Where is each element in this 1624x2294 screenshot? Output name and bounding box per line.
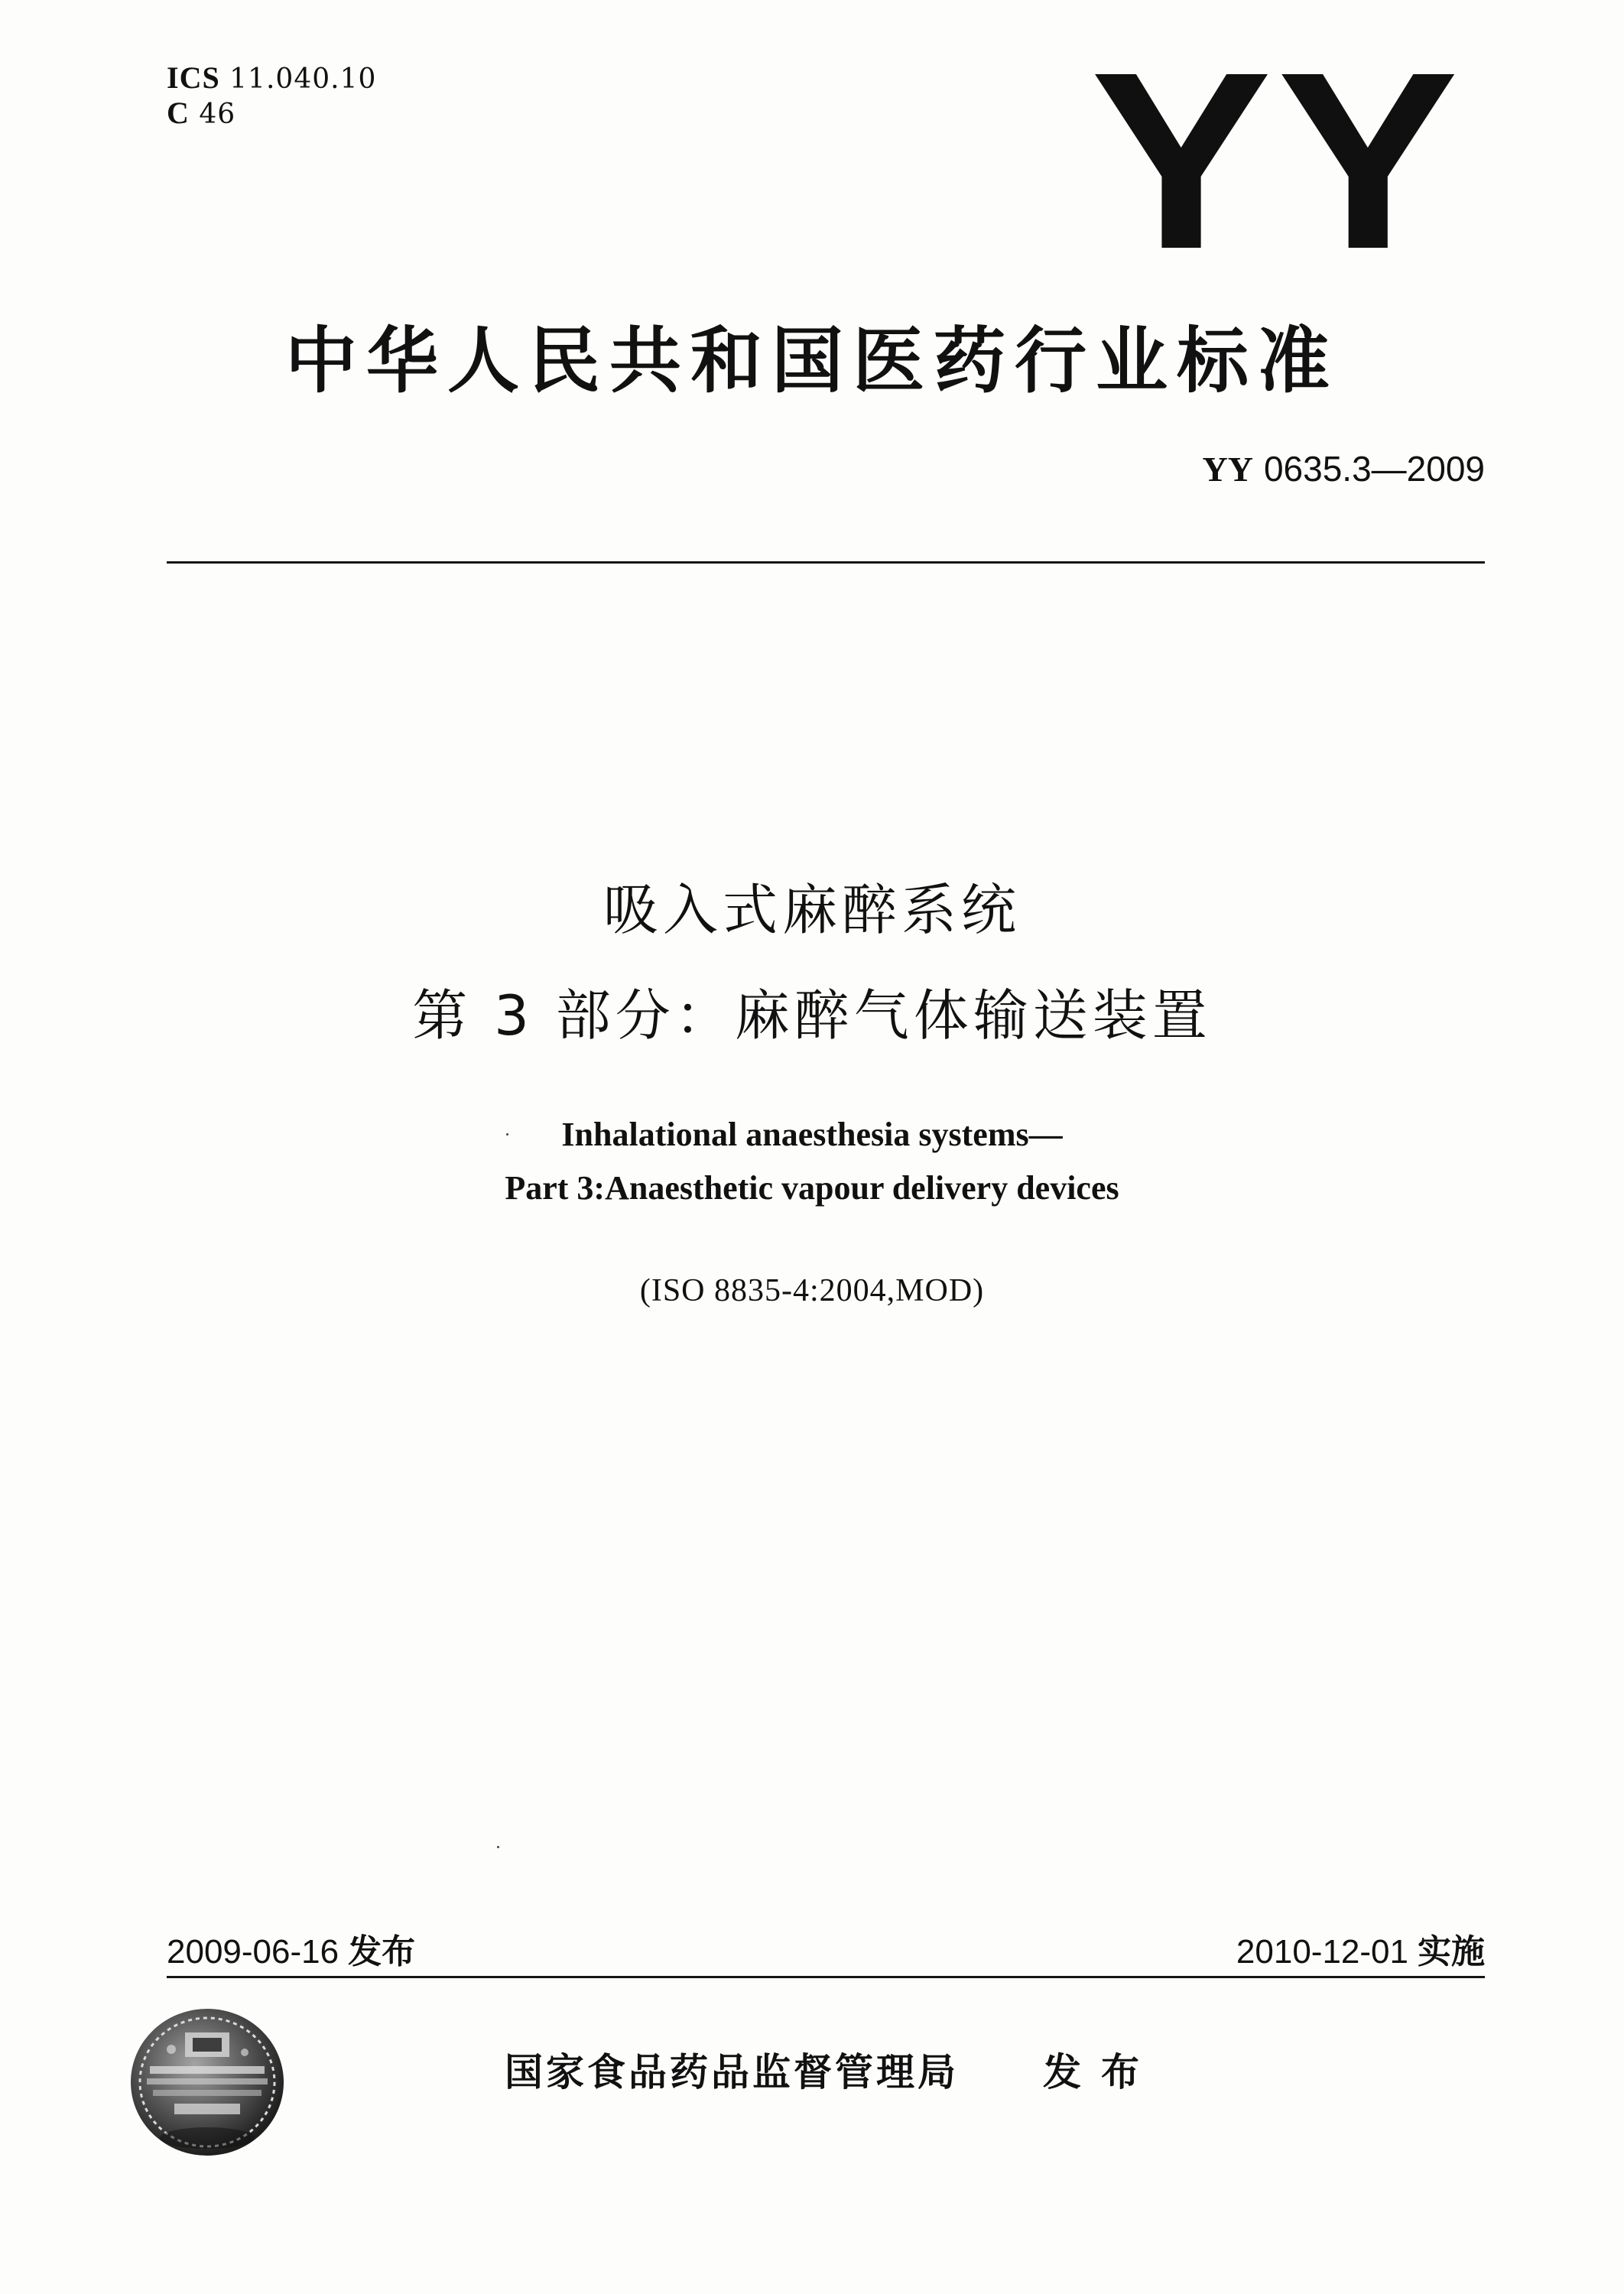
standard-category-title: 中华人民共和国医药行业标准 [284, 320, 1339, 403]
effective-date [1236, 1924, 1485, 1973]
release-date [167, 1924, 415, 1973]
ccs-value: 46 [199, 99, 236, 130]
ics-code [167, 61, 376, 96]
ics-label: ICS [167, 60, 220, 95]
anti-counterfeit-seal-icon [127, 2002, 287, 2162]
publisher-name: 国家食品药品监督管理局 [505, 2050, 959, 2094]
iso-reference: (ISO 8835-4:2004,MOD) [639, 1273, 985, 1308]
ccs-label: C [167, 96, 190, 130]
release-date-value: 2009-06-16 [167, 1933, 339, 1971]
scan-speck [506, 1133, 508, 1136]
effective-date-label: 实施 [1418, 1932, 1485, 1971]
effective-date-value: 2010-12-01 [1236, 1933, 1408, 1971]
scan-speck [497, 1846, 499, 1848]
issue-label: 发布 [1043, 2050, 1159, 2094]
document-title-en-line1: Inhalational anaesthesia systems— [561, 1116, 1063, 1153]
document-title-cn-line1: 吸入式麻醉系统 [603, 878, 1021, 942]
standard-number [1203, 448, 1485, 489]
ccs-code [167, 96, 235, 132]
standard-number-value: 0635.3—2009 [1263, 449, 1485, 489]
top-divider [167, 561, 1485, 564]
bottom-divider [167, 1976, 1485, 1978]
standard-number-prefix: YY [1202, 450, 1253, 489]
document-title-en-line2: Part 3:Anaesthetic vapour delivery devices [505, 1169, 1119, 1207]
ics-value: 11.040.10 [229, 63, 377, 95]
release-date-label: 发布 [348, 1932, 416, 1971]
yy-logo: YY [1090, 19, 1464, 301]
document-title-cn-line2: 第 3 部分：麻醉气体输送装置 [412, 983, 1212, 1048]
publisher [505, 2042, 1159, 2097]
